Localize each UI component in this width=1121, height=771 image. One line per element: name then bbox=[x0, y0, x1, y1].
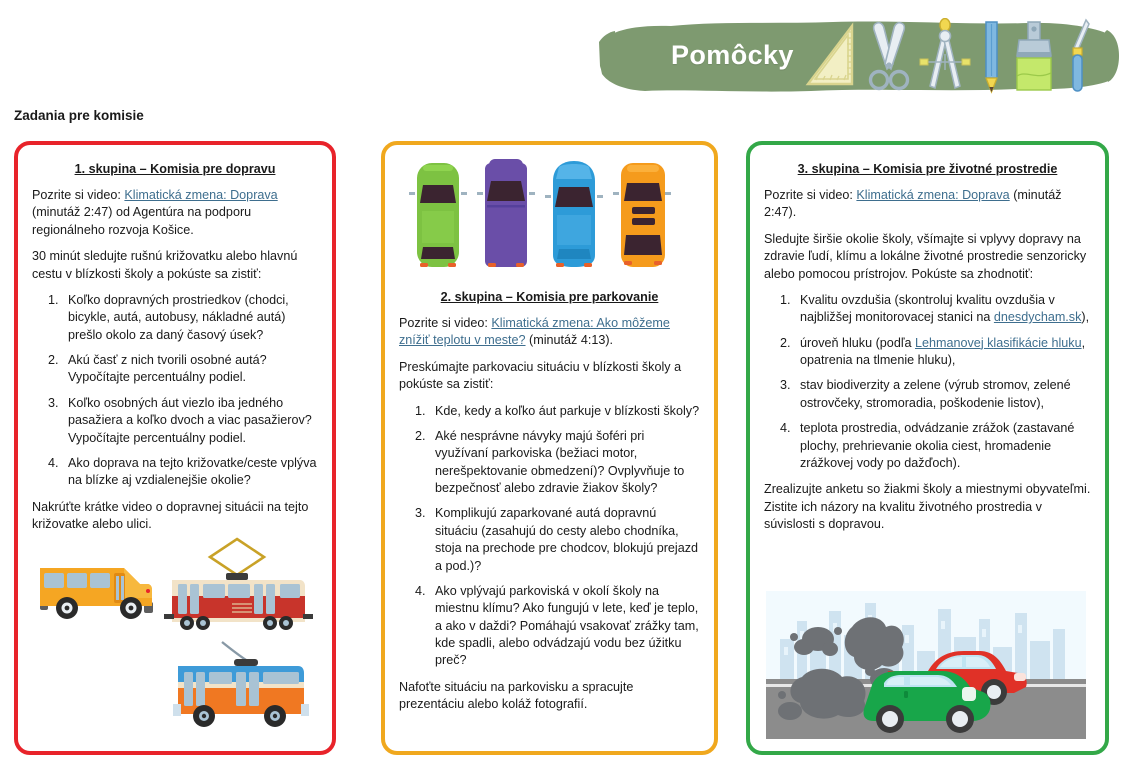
header-banner bbox=[597, 12, 1121, 98]
card1-question-3: 3. Koľko osobných áut viezlo iba jedného pasažiera a koľko dvoch a viac pasažierov? Vypočítajte percentuálny podiel. bbox=[62, 395, 318, 447]
topdown-car-orange bbox=[613, 163, 671, 267]
trolleybus-icon bbox=[173, 642, 309, 727]
card3-q2-suffix: , opatrenia na tlmenie hluku), bbox=[800, 335, 1086, 367]
triangle-ruler-icon bbox=[802, 18, 864, 96]
pencil-icon bbox=[976, 18, 1006, 96]
task-card-komisia-pre-zivotne-prostredie bbox=[746, 141, 1109, 755]
pollution-svg bbox=[766, 591, 1086, 739]
card1-lead: 30 minút sledujte rušnú križovatku alebo hlavnú cestu v blízkosti školy a pokúste sa zistiť: bbox=[32, 249, 298, 281]
card3-question-1 bbox=[794, 292, 1091, 327]
card1-question-4: 4. Ako doprava na tejto križovatke/ceste vplýva na blízke aj vzdialenejšie okolie? bbox=[62, 455, 318, 490]
banner-tool-icons bbox=[802, 18, 1112, 96]
topdown-car-purple bbox=[477, 161, 535, 267]
card2-question-4: 4. Ako vplývajú parkoviská v okolí školy na miestnu klímu? Ako fungujú v lete, keď je teplo, a ako v daždi? Pomáhajú vsakovať zrážky tam, kde spadli, alebo odvádzajú vodu bez úžitku preč? bbox=[429, 583, 700, 670]
compass-icon bbox=[914, 18, 976, 96]
card2-question-1: 1. Kde, kedy a koľko áut parkuje v blízkosti školy? bbox=[429, 403, 700, 420]
card3-question-3: 3. stav biodiverzity a zelene (výrub stromov, zelené ostrovčeky, stromoradia, poškodenie listov), bbox=[794, 377, 1091, 412]
card2-question-3: 3. Komplikujú zaparkované autá dopravnú situáciu (zasahujú do cesty alebo chodníka, stoja na prechode pre chodcov, blokujú prejazd a pod.)? bbox=[429, 505, 700, 575]
card3-outro: Zrealizujte anketu so žiakmi školy a miestnymi obyvateľmi. Zistite ich názory na kvalitu životného prostredia v súvislosti s dopravou. bbox=[764, 482, 1091, 531]
card1-video-link[interactable]: Klimatická zmena: Doprava bbox=[124, 188, 278, 202]
task-card-komisia-pre-dopravu bbox=[14, 141, 336, 755]
task-card-komisia-pre-parkovanie bbox=[381, 141, 718, 755]
craft-knife-icon bbox=[1062, 18, 1098, 96]
card2-question-2: 2. Aké nesprávne návyky majú šoféri pri využívaní parkoviska (bežiaci motor, nerešpektovanie obmedzení)? Ovplyvňuje to bezpečnosť alebo zdravie žiakov školy? bbox=[429, 428, 700, 498]
dnesdycham-link[interactable]: dnesdycham.sk bbox=[993, 310, 1082, 325]
card3-question-2 bbox=[794, 335, 1091, 370]
card3-intro bbox=[764, 187, 1091, 222]
topdown-car-blue bbox=[545, 161, 603, 267]
banner-title: Pomôcky bbox=[671, 40, 794, 70]
card1-question-2: 2. Akú časť z nich tvorili osobné autá? Vypočítajte percentuálny podiel. bbox=[62, 352, 318, 387]
card3-title: 3. skupina – Komisia pre životné prostredie bbox=[797, 162, 1058, 176]
tram-icon bbox=[164, 539, 313, 630]
card3-q1-prefix: Kvalitu ovzdušia (skontroluj kvalitu ovzdušia v najbližšej monitorovacej stanici na bbox=[800, 292, 1055, 325]
card2-intro-suffix: (minutáž 4:13). bbox=[525, 333, 614, 348]
card3-intro-prefix: Pozrite si video: bbox=[764, 188, 857, 202]
paintbrush-icon bbox=[1006, 18, 1062, 96]
card3-question-4: 4. teplota prostredia, odvádzanie zrážok (zastavané plochy, prehrievanie okolia ciest, hromadenie zrážkovej vody po dažďoch). bbox=[794, 420, 1091, 472]
card1-intro-suffix: (minutáž 2:47) od Agentúra na podporu regionálneho rozvoja Košice. bbox=[32, 205, 252, 237]
school-bus-icon bbox=[40, 568, 153, 619]
card1-intro-prefix: Pozrite si video: bbox=[32, 188, 125, 202]
card1-intro bbox=[32, 187, 318, 239]
lehman-classification-link[interactable]: Lehmanovej klasifikácie hluku bbox=[915, 335, 1082, 350]
card2-outro: Nafoťte situáciu na parkovisku a spracujte prezentáciu alebo koláž fotografií. bbox=[399, 679, 634, 712]
page-title: Zadania pre komisie bbox=[14, 108, 144, 123]
card1-outro: Nakrúťte krátke video o dopravnej situácii na tejto križovatke alebo ulici. bbox=[32, 499, 309, 531]
card2-lead: Preskúmajte parkovaciu situáciu v blízkosti školy a pokúste sa zistiť: bbox=[399, 359, 682, 392]
topdown-car-green bbox=[409, 163, 467, 267]
card3-intro-suffix: (minutáž 2:47). bbox=[764, 188, 1062, 220]
card3-question-list bbox=[764, 292, 1091, 472]
card3-q2-prefix: úroveň hluku (podľa bbox=[800, 335, 915, 350]
parked-cars-topdown-illustration bbox=[399, 155, 704, 275]
card1-question-1: 1. Koľko dopravných prostriedkov (chodci, bicykle, autá, autobusy, nákladné autá) prešlo okolo za daný časový úsek? bbox=[62, 292, 318, 344]
scissors-icon bbox=[864, 18, 914, 96]
card1-title: 1. skupina – Komisia pre dopravu bbox=[74, 162, 276, 176]
card2-intro bbox=[399, 315, 700, 350]
card3-video-link[interactable]: Klimatická zmena: Doprava bbox=[856, 188, 1010, 202]
card2-intro-prefix: Pozrite si video: bbox=[399, 316, 492, 330]
card2-question-list bbox=[399, 403, 700, 670]
card2-video-link[interactable]: Klimatická zmena: Ako môžeme znížiť teplotu v meste? bbox=[399, 316, 670, 348]
car-exhaust-pollution-illustration bbox=[766, 591, 1086, 739]
card3-lead: Sledujte širšie okolie školy, všímajte si vplyvy dopravy na zdravie ľudí, klímu a lokálne životné prostredie senzoricky alebo pomocou prístrojov. Pokúste sa zhodnotiť: bbox=[764, 231, 1087, 281]
topdown-cars-svg bbox=[399, 155, 704, 275]
card2-title: 2. skupina – Komisia pre parkovanie bbox=[440, 290, 659, 304]
card1-question-list bbox=[32, 292, 318, 490]
card3-q1-suffix: ), bbox=[1081, 310, 1090, 325]
transit-vehicles-illustration bbox=[32, 532, 322, 737]
transit-vehicles-svg bbox=[32, 532, 322, 737]
